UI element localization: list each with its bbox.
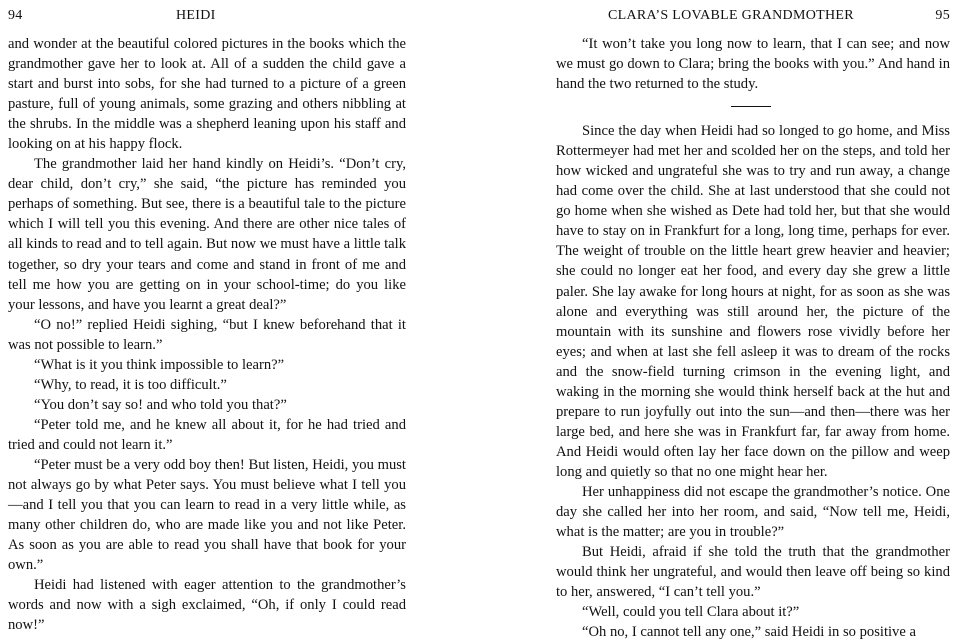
- paragraph: Her unhappiness did not escape the grandmother’s notice. One day she called her into her room, and said, “Now tell me, Heidi, what is the matter; are you in trouble?”: [556, 483, 950, 541]
- paragraph: Since the day when Heidi had so longed to go home, and Miss Rottermeyer had met her and scolded her on the steps, and told her how wicked and ungrateful she was to try and run away, a change had come over the child. She at last understood that she could not go home when she wished as Dete had told her, but that she would have to stay on in Frankfurt for a long, long time, perhaps for ever. The weight of trouble on the little heart grew heavier and heavier; she could no longer eat her food, and every day she grew a little paler. She lay awake for long hours at night, for as soon as she was alone and everything was still around her, the picture of the mountain with its sunshine and flowers rose vividly before her eyes; and when at last she fell asleep it was to dream of the rocks and the snow-field turning crimson in the evening light, and waking in the morning she would think herself back at the hut and prepare to run joyfully out into the sun—and then—there was her large bed, and here she was in Frankfurt far, far away from home. And Heidi would often lay her face down on the pillow and weep long and quietly so that no one might hear her.: [556, 123, 950, 480]
- paragraph: Heidi had listened with eager attention to the grandmother’s words and now with a sigh exclaimed, “Oh, if only I could read now!”: [8, 577, 406, 634]
- paragraph: and wonder at the beautiful colored pictures in the books which the grandmother gave her to look at. All of a sudden the child gave a start and burst into sobs, for she had turned to a picture of a green pasture, full of young animals, some grazing and others nibbling at the shrubs. In the middle was a shepherd leaning upon his staff and looking on at his happy flock.: [8, 36, 406, 153]
- paragraph: The grandmother laid her hand kindly on Heidi’s. “Don’t cry, dear child, don’t cry,” she said, “the picture has reminded you perhaps of something. But see, there is a beautiful tale to the picture which I will tell you this evening. And there are other nice tales of all kinds to read and to tell again. But now we must have a little talk together, so dry your tears and come and stand in front of me and tell me how you are getting on in your school-time; do you like your lessons, and have you learnt a great deal?”: [8, 156, 406, 313]
- page-number-left: 94: [8, 8, 23, 23]
- paragraph: “Peter told me, and he knew all about it, for he had tried and tried and could not learn it.”: [8, 416, 406, 453]
- running-head-right: CLARA’S LOVABLE GRANDMOTHER: [608, 8, 854, 23]
- right-page-body: [556, 34, 950, 642]
- paragraph: “Well, could you tell Clara about it?”: [582, 604, 800, 621]
- page-number-right: 95: [935, 8, 950, 23]
- right-page-header: [556, 6, 950, 26]
- paragraph: “What is it you think impossible to learn?”: [34, 356, 285, 373]
- paragraph: “O no!” replied Heidi sighing, “but I knew beforehand that it was not possible to learn.”: [8, 316, 406, 353]
- paragraph: “Peter must be a very odd boy then! But listen, Heidi, you must not always go by what Peter says. You must believe what I tell you—and I tell you that you can learn to read in a very little while, as many other children do, who are made like you and not like Peter. As soon as you are able to read you shall have that book for your own.”: [8, 456, 406, 574]
- paragraph: “Why, to read, it is too difficult.”: [34, 376, 227, 393]
- right-page: [556, 0, 950, 641]
- paragraph: “You don’t say so! and who told you that?”: [34, 396, 287, 413]
- running-head-left: HEIDI: [176, 8, 216, 23]
- paragraph: “Oh no, I cannot tell any one,” said Heidi in so positive a: [582, 624, 916, 641]
- left-page: [8, 0, 406, 634]
- section-divider: [731, 106, 771, 107]
- left-page-body: [8, 34, 406, 635]
- paragraph: But Heidi, afraid if she told the truth that the grandmother would think her ungrateful, and would then leave off being so kind to her, answered, “I can’t tell you.”: [556, 544, 950, 601]
- left-page-header: [8, 6, 406, 26]
- paragraph: “It won’t take you long now to learn, that I can see; and now we must go down to Clara; bring the books with you.” And hand in hand the two returned to the study.: [556, 36, 950, 93]
